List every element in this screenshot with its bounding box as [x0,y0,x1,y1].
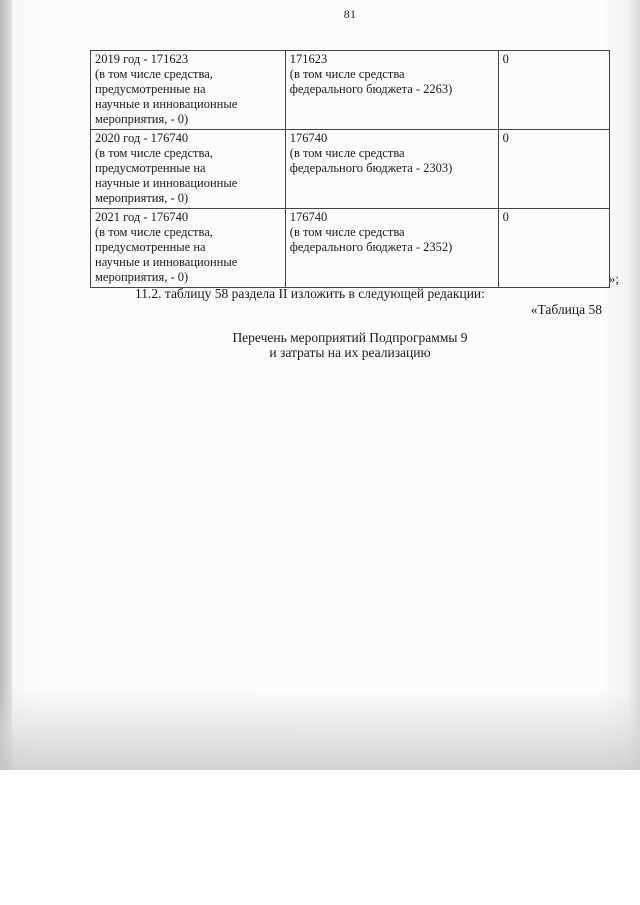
page-bottom-shadow [0,690,640,770]
cell-line: 2021 год - 176740 [95,210,189,224]
page-fold-shadow [0,0,12,770]
table-cell-budget [285,209,498,288]
cell-line: мероприятия, - 0) [95,112,189,126]
cell-line: (в том числе средства [289,146,405,160]
cell-line: федерального бюджета - 2352) [289,240,453,254]
cell-line: научные и инновационные [95,176,238,190]
cell-line: 0 [502,52,509,66]
heading-line: Перечень мероприятий Подпрограммы 9 [232,330,468,345]
page-number: 81 [343,7,357,21]
heading-line: и затраты на их реализацию [269,345,431,360]
table-label: «Таблица 58 [530,302,602,317]
cell-line: (в том числе средства, [95,225,213,239]
cell-line: федерального бюджета - 2263) [289,82,453,96]
section-heading [200,330,500,360]
amendment-instruction: 11.2. таблицу 58 раздела II изложить в следующей редакции: [135,286,485,301]
cell-line: 0 [502,131,509,145]
blank-background [0,770,640,905]
cell-line: предусмотренные на [95,82,206,96]
cell-line: 2020 год - 176740 [95,131,189,145]
cell-line: федерального бюджета - 2303) [289,161,453,175]
cell-line: (в том числе средства [289,67,405,81]
table-cell-year-total [91,209,286,288]
table-cell-budget [285,51,498,130]
cell-line: предусмотренные на [95,161,206,175]
table-row [91,209,610,288]
table-row [91,130,610,209]
table-cell-other [498,130,609,209]
cell-line: (в том числе средства [289,225,405,239]
table-cell-other [498,209,609,288]
cell-line: научные и инновационные [95,97,238,111]
table-cell-other [498,51,609,130]
cell-line: (в том числе средства, [95,146,213,160]
table-cell-budget [285,130,498,209]
table-cell-year-total [91,51,286,130]
cell-line: предусмотренные на [95,240,206,254]
cell-line: 171623 [289,52,328,66]
cell-line: научные и инновационные [95,255,238,269]
cell-line: 176740 [289,131,328,145]
cell-line: 2019 год - 171623 [95,52,189,66]
cell-line: (в том числе средства, [95,67,213,81]
cell-line: 0 [502,210,509,224]
cell-line: мероприятия, - 0) [95,191,189,205]
budget-table [90,50,610,288]
closing-quote: »; [608,271,619,286]
table-row [91,51,610,130]
cell-line: 176740 [289,210,328,224]
table-cell-year-total [91,130,286,209]
cell-line: мероприятия, - 0) [95,270,189,284]
